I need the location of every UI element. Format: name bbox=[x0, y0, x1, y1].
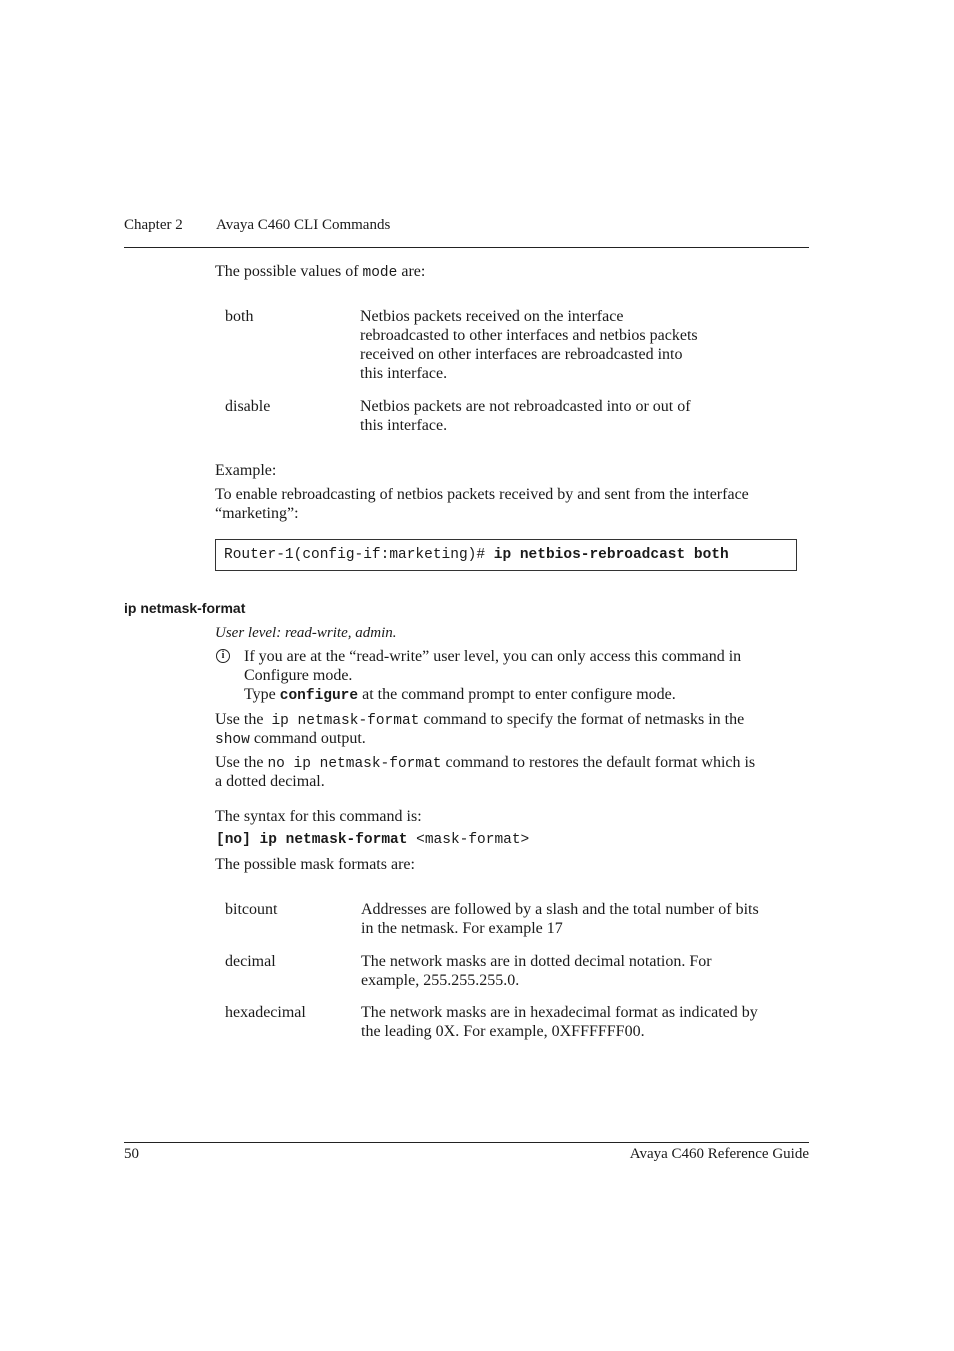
use1-line1 bbox=[215, 710, 744, 731]
desc-line: Addresses are followed by a slash and the total number of bits bbox=[361, 901, 759, 918]
desc-line: this interface. bbox=[360, 417, 448, 434]
format-desc bbox=[361, 900, 759, 938]
mode-intro bbox=[215, 262, 425, 283]
chapter-title: Avaya C460 CLI Commands bbox=[216, 217, 391, 233]
format-desc bbox=[361, 1003, 758, 1041]
example-code-box bbox=[215, 539, 797, 571]
syntax-line bbox=[216, 832, 529, 848]
formats-label: The possible mask formats are: bbox=[215, 856, 415, 873]
desc-line: the leading 0X. For example, 0XFFFFFF00. bbox=[361, 1023, 645, 1040]
desc-line: this interface. bbox=[360, 365, 448, 382]
mode-value-desc bbox=[360, 307, 698, 383]
note-line3 bbox=[244, 685, 676, 706]
footer-rule bbox=[124, 1142, 809, 1143]
desc-line: in the netmask. For example 17 bbox=[361, 920, 563, 937]
code-command: ip netbios-rebroadcast both bbox=[493, 547, 729, 563]
syntax-arg: <mask-format> bbox=[407, 832, 530, 848]
use2-prefix: Use the bbox=[215, 754, 268, 771]
use1-prefix: Use the bbox=[215, 711, 268, 728]
mode-intro-suffix: are: bbox=[397, 263, 426, 280]
note-line1: If you are at the “read-write” user level, you can only access this command in bbox=[244, 648, 742, 665]
use2-line2: a dotted decimal. bbox=[215, 773, 325, 790]
syntax-label: The syntax for this command is: bbox=[215, 808, 422, 825]
desc-line: rebroadcasted to other interfaces and netbios packets bbox=[360, 327, 698, 344]
section-heading: ip netmask-format bbox=[124, 600, 246, 616]
use1-code: ip netmask-format bbox=[271, 713, 420, 729]
desc-line: Netbios packets received on the interface bbox=[360, 308, 624, 325]
use1-line2-code: show bbox=[215, 732, 250, 748]
mode-intro-prefix: The possible values of bbox=[215, 263, 363, 280]
use2-suffix: command to restores the default format which is bbox=[441, 754, 756, 771]
use1-line2-suffix: command output. bbox=[249, 730, 366, 747]
desc-line: received on other interfaces are rebroadcasted into bbox=[360, 346, 683, 363]
desc-line: The network masks are in hexadecimal format as indicated by bbox=[361, 1004, 758, 1021]
note-line3-prefix: Type bbox=[244, 686, 280, 703]
mode-value-desc bbox=[360, 397, 691, 435]
use1-suffix: command to specify the format of netmasks in the bbox=[419, 711, 745, 728]
format-name: hexadecimal bbox=[225, 1004, 306, 1021]
desc-line: The network masks are in dotted decimal notation. For bbox=[361, 953, 712, 970]
code-prompt: Router-1(config-if:marketing)# bbox=[224, 547, 494, 563]
format-name: decimal bbox=[225, 953, 276, 970]
chapter-label: Chapter 2 bbox=[124, 217, 183, 233]
example-desc-line1: To enable rebroadcasting of netbios packets received by and sent from the interface bbox=[215, 486, 749, 503]
user-level: User level: read-write, admin. bbox=[215, 625, 397, 641]
example-code bbox=[224, 547, 729, 563]
format-desc bbox=[361, 952, 712, 990]
use2-code: no ip netmask-format bbox=[267, 756, 442, 772]
mode-intro-code: mode bbox=[362, 265, 398, 281]
mode-value-name: disable bbox=[225, 398, 271, 415]
use2-line1 bbox=[215, 753, 755, 774]
desc-line: example, 255.255.255.0. bbox=[361, 972, 520, 989]
use1-line2 bbox=[215, 729, 366, 750]
header-rule bbox=[124, 247, 809, 248]
note-line2: Configure mode. bbox=[244, 667, 353, 684]
note-line3-suffix: at the command prompt to enter configure mode. bbox=[358, 686, 676, 703]
desc-line: Netbios packets are not rebroadcasted into or out of bbox=[360, 398, 691, 415]
syntax-bold: [no] ip netmask-format bbox=[216, 832, 408, 848]
example-label: Example: bbox=[215, 462, 277, 479]
mode-value-name: both bbox=[225, 308, 254, 325]
example-desc-line2: “marketing”: bbox=[215, 505, 299, 522]
format-name: bitcount bbox=[225, 901, 278, 918]
note-line3-code: configure bbox=[279, 688, 359, 704]
page-number: 50 bbox=[124, 1146, 139, 1162]
guide-title: Avaya C460 Reference Guide bbox=[629, 1146, 809, 1162]
info-icon: i bbox=[216, 649, 230, 663]
